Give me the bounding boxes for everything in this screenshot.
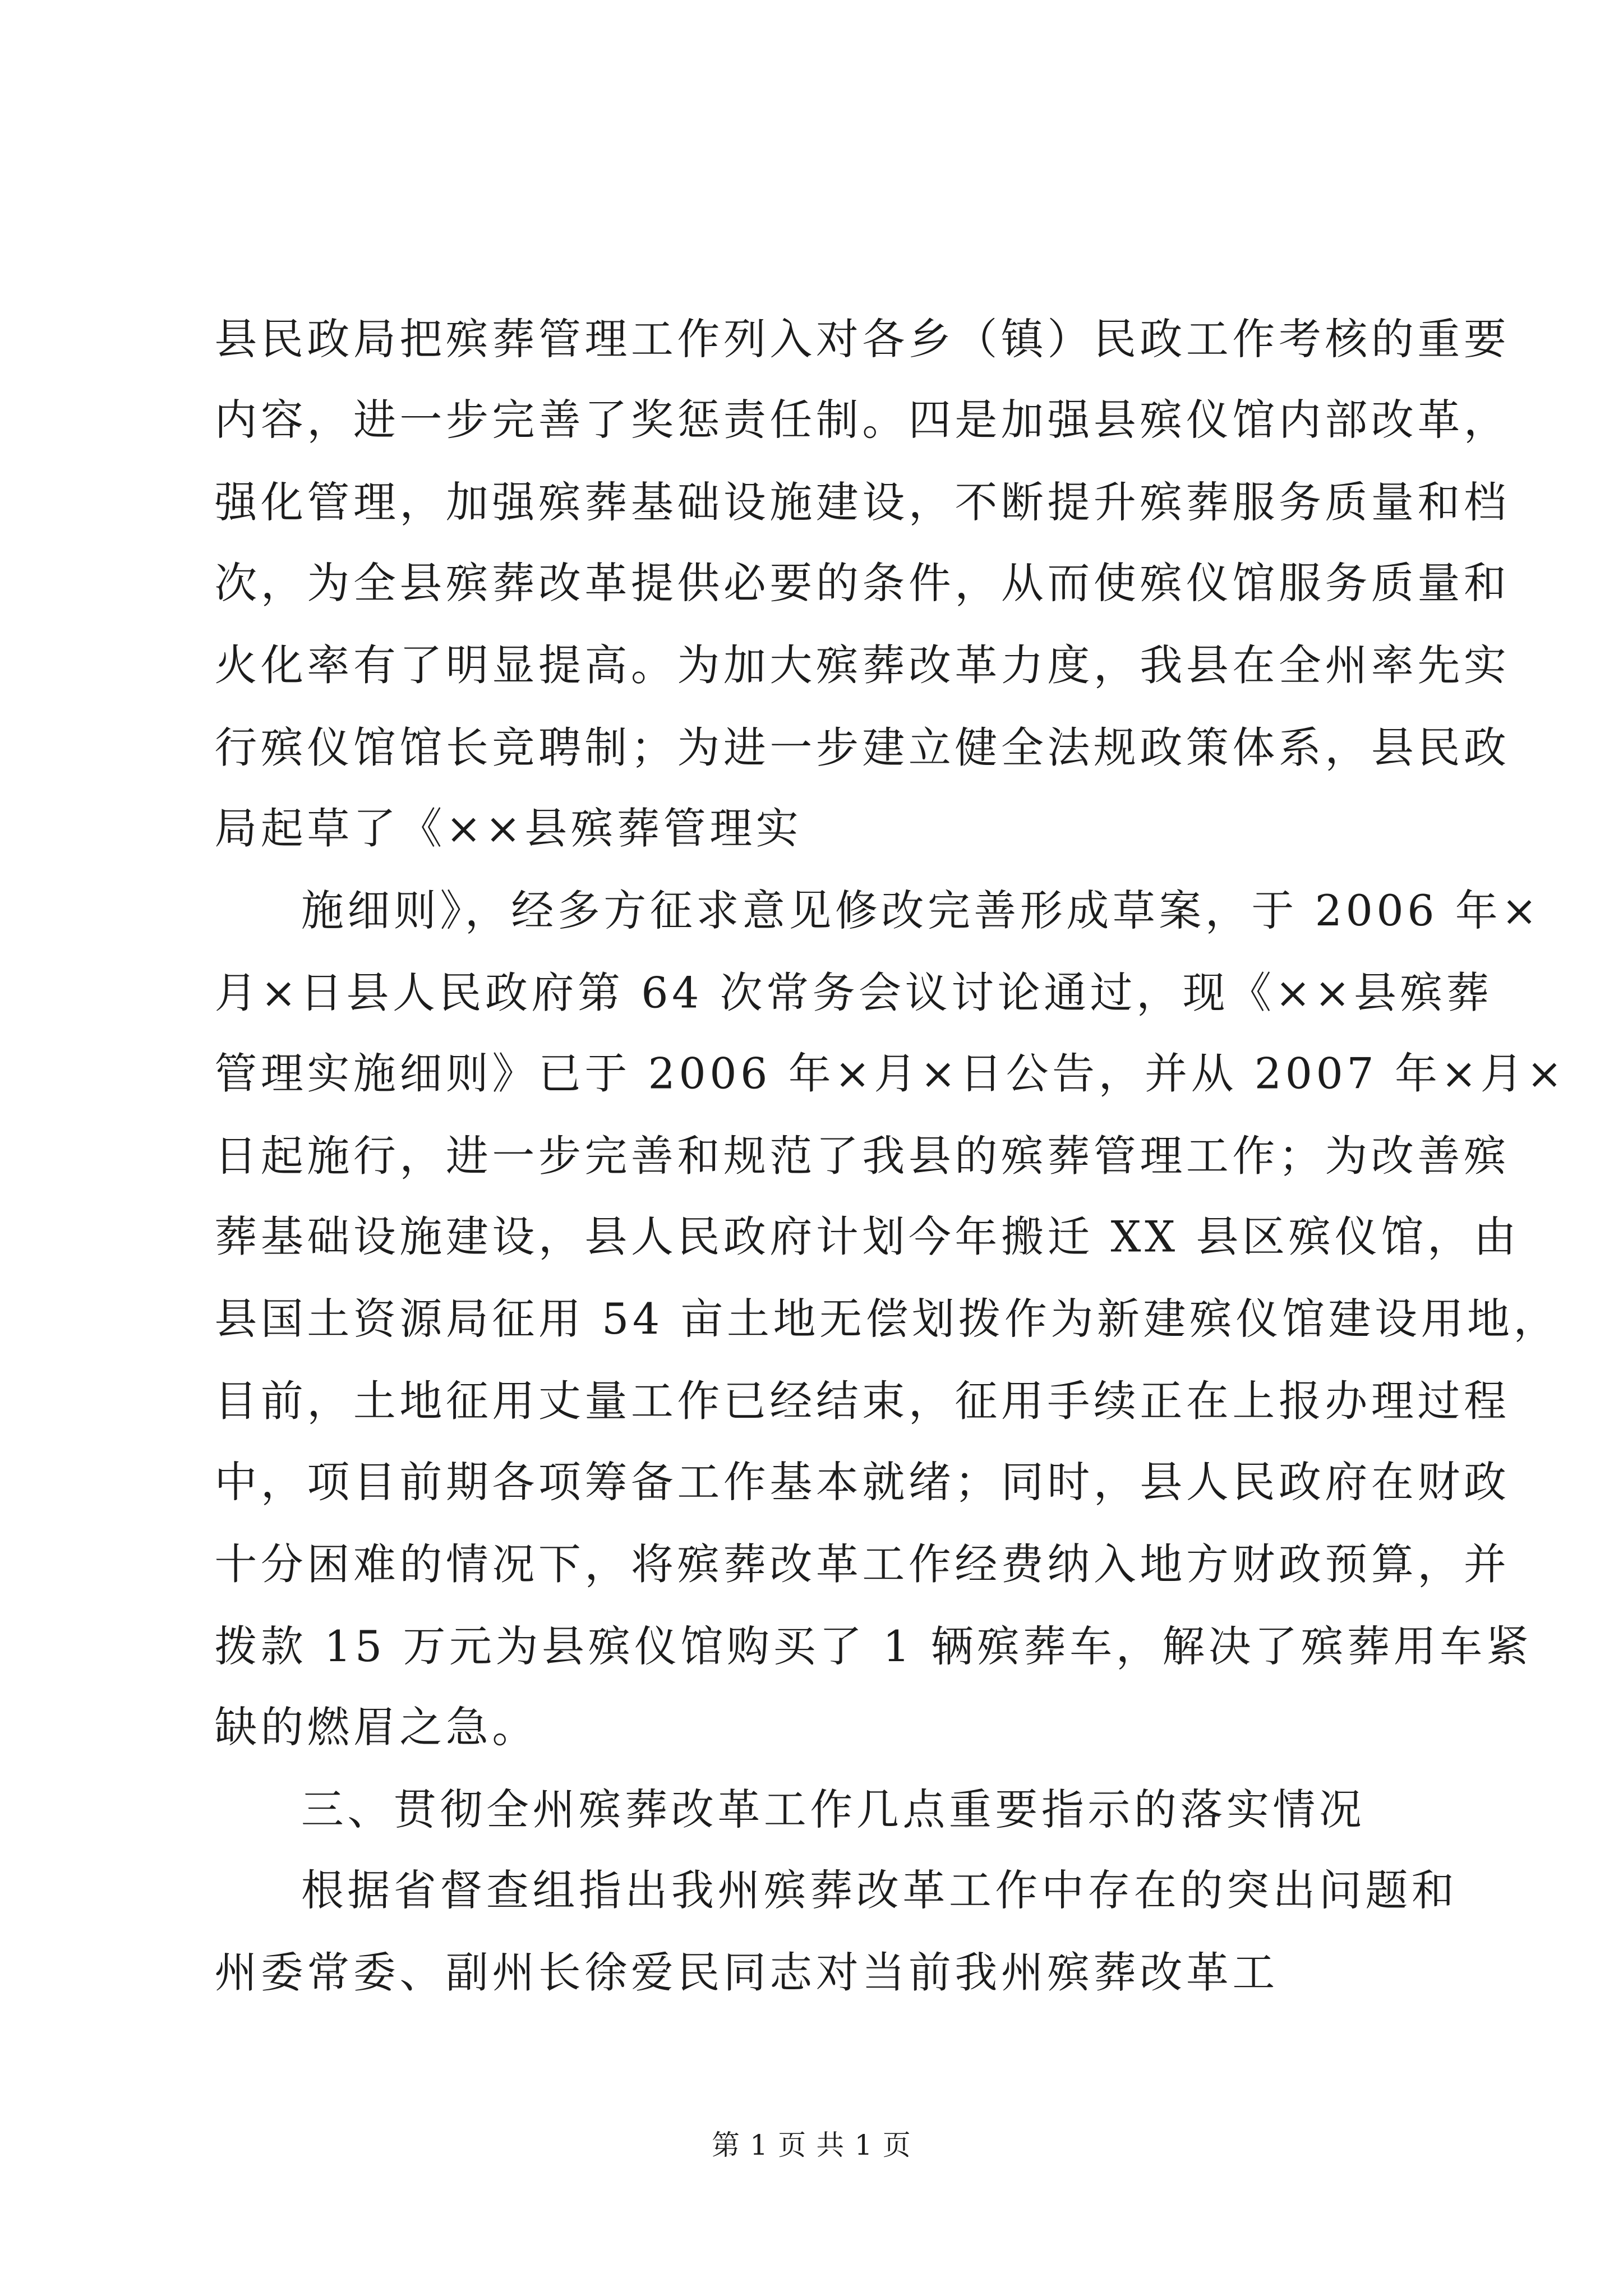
text-line-15: 中，项目前期各项筹备工作基本就绪；同时，县人民政府在财政 — [214, 1457, 1510, 1507]
paragraph-3-line-1: 根据省督查组指出我州殡葬改革工作中存在的突出问题和 — [301, 1865, 1458, 1916]
text-line-16: 十分困难的情况下，将殡葬改革工作经费纳入地方财政预算，并 — [214, 1539, 1510, 1589]
text-line-21: 州委常委、副州长徐爱民同志对当前我州殡葬改革工 — [214, 1947, 1279, 1998]
text-line-12: 葬基础设施建设，县人民政府计划今年搬迁 XX 县区殡仪馆，由 — [214, 1211, 1520, 1262]
text-line-9: 月×日县人民政府第 64 次常务会议讨论通过，现《××县殡葬 — [214, 967, 1493, 1018]
text-line-1: 县民政局把殡葬管理工作列入对各乡（镇）民政工作考核的重要 — [214, 314, 1510, 365]
text-line-14: 目前，土地征用丈量工作已经结束，征用手续正在上报办理过程 — [214, 1376, 1510, 1427]
text-line-2: 内容，进一步完善了奖惩责任制。四是加强县殡仪馆内部改革， — [214, 395, 1510, 445]
text-line-18: 缺的燃眉之急。 — [214, 1702, 538, 1753]
text-line-17: 拨款 15 万元为县殡仪馆购买了 1 辆殡葬车，解决了殡葬用车紧 — [214, 1621, 1533, 1672]
text-line-7: 局起草了《××县殡葬管理实 — [214, 803, 803, 854]
paragraph-2-line-1: 施细则》，经多方征求意见修改完善形成草案，于 2006 年× — [301, 886, 1541, 936]
text-line-10: 管理实施细则》已于 2006 年×月×日公告，并从 2007 年×月× — [214, 1048, 1566, 1099]
text-line-13: 县国土资源局征用 54 亩土地无偿划拨作为新建殡仪馆建设用地， — [214, 1294, 1560, 1344]
text-line-4: 次，为全县殡葬改革提供必要的条件，从而使殡仪馆服务质量和 — [214, 558, 1510, 608]
section-heading: 三、贯彻全州殡葬改革工作几点重要指示的落实情况 — [301, 1785, 1366, 1835]
text-line-5: 火化率有了明显提高。为加大殡葬改革力度，我县在全州率先实 — [214, 640, 1510, 690]
text-line-11: 日起施行，进一步完善和规范了我县的殡葬管理工作；为改善殡 — [214, 1131, 1510, 1181]
text-line-6: 行殡仪馆馆长竞聘制；为进一步建立健全法规政策体系，县民政 — [214, 722, 1510, 773]
text-line-3: 强化管理，加强殡葬基础设施建设，不断提升殡葬服务质量和档 — [214, 477, 1510, 528]
page-footer: 第 1 页 共 1 页 — [712, 2129, 911, 2163]
